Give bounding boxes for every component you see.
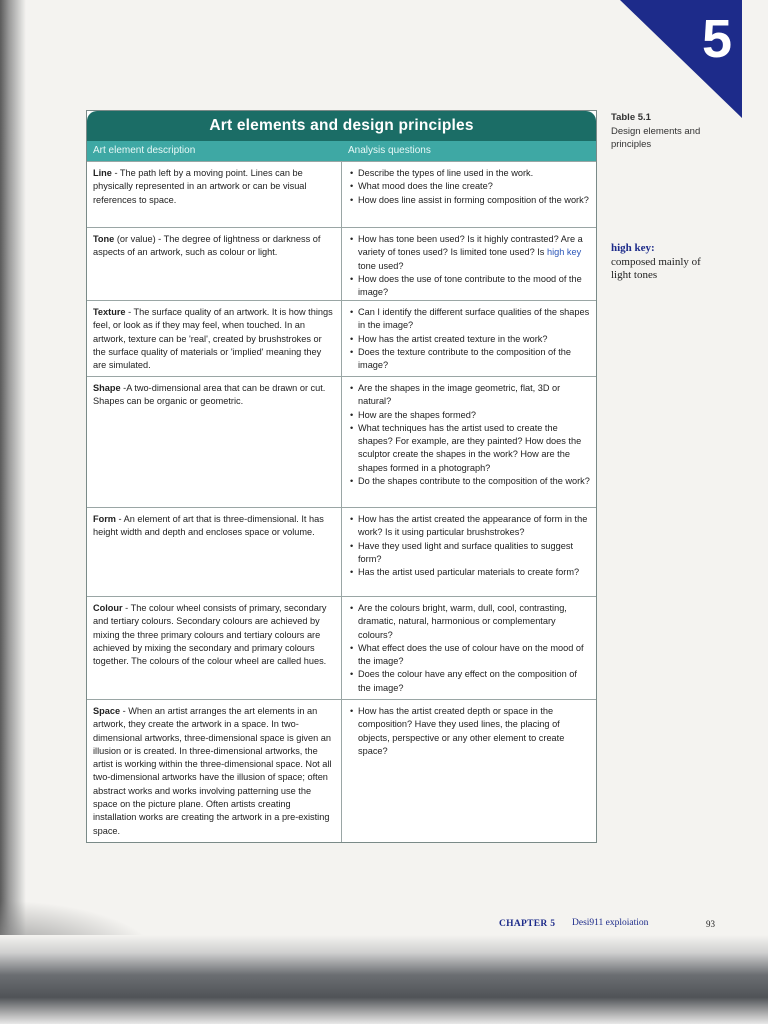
- element-term: Shape: [93, 383, 121, 393]
- question-item: • How are the shapes formed?: [348, 409, 590, 422]
- table-title: Art elements and design principles: [87, 111, 596, 141]
- question-text: tone used?: [358, 260, 404, 271]
- header-questions: Analysis questions: [348, 145, 431, 156]
- element-term: Tone: [93, 234, 115, 244]
- element-term: Line: [93, 168, 112, 178]
- element-text: - An element of art that is three-dimensional. It has height width and depth and encloses space or volume.: [93, 514, 324, 538]
- caption-label: Table 5.1: [611, 112, 651, 123]
- question-item: • Does the colour have any effect on the composition of the image?: [348, 668, 590, 695]
- question-item: • Has the artist used particular materials to create form?: [348, 566, 590, 579]
- question-item: • How does the use of tone contribute to the mood of the image?: [348, 273, 590, 300]
- footer-title: Desi911 exploiation: [572, 918, 649, 928]
- element-description: [87, 508, 342, 596]
- question-item: • How does line assist in forming composition of the work?: [348, 194, 590, 207]
- analysis-questions: [342, 377, 596, 507]
- element-description: [87, 597, 342, 699]
- footer-chapter: CHAPTER 5: [499, 919, 556, 929]
- element-description: [87, 162, 342, 227]
- element-description: [87, 377, 342, 507]
- page-number: 93: [706, 919, 715, 929]
- analysis-questions: [342, 228, 596, 300]
- question-item: • Can I identify the different surface qualities of the shapes in the image?: [348, 306, 590, 333]
- question-item: • Are the colours bright, warm, dull, cool, contrasting, dramatic, natural, harmonious or complementary colours?: [348, 602, 590, 642]
- element-term: Form: [93, 514, 116, 524]
- question-item: • What effect does the use of colour have on the mood of the image?: [348, 642, 590, 669]
- question-item: • What techniques has the artist used to create the shapes? For example, are they painted? How does the sculptor create the shapes in the work? How are the shapes formed in a photograph?: [348, 422, 590, 475]
- glossary-note: [611, 242, 721, 283]
- table-row: [87, 376, 596, 507]
- question-item: • How has the artist created depth or space in the composition? Have they used lines, the placing of objects, perspective or any other element to create space?: [348, 705, 590, 758]
- table-row: [87, 227, 596, 300]
- element-text: (or value) - The degree of lightness or darkness of aspects of an artwork, such as colour or light.: [93, 234, 321, 258]
- header-description: Art element description: [93, 145, 196, 156]
- question-item: • Does the texture contribute to the composition of the image?: [348, 346, 590, 373]
- table-row: [87, 699, 596, 842]
- question-item: • Are the shapes in the image geometric, flat, 3D or natural?: [348, 382, 590, 409]
- question-item: • Have they used light and surface qualities to suggest form?: [348, 540, 590, 567]
- table-caption: [611, 111, 706, 152]
- element-text: - When an artist arranges the art elements in an artwork, they create the artwork in a space. In two-dimensional artworks, three-dimensional space is given an illusion or is created. In three-dimensional artworks, the artist is working within the three-dimensional space. Not all two-dimensional artworks have the illusion of space; often abstract works and works involving patterning use the space on the picture plane. Often artists creating installation works are creating the artwork in a pre-existing space.: [93, 706, 332, 836]
- page-spine-shadow: [0, 0, 26, 1024]
- element-text: - The colour wheel consists of primary, secondary and tertiary colours. Secondary colours are achieved by mixing the three primary colours and tertiary colours are achieved by mixing the secondary and primary colours together. The colours of the colour wheel are called hues.: [93, 603, 327, 667]
- element-description: [87, 301, 342, 376]
- analysis-questions: [342, 301, 596, 376]
- table-header-row: [87, 141, 596, 161]
- caption-text: Design elements and principles: [611, 125, 701, 150]
- question-item: [348, 233, 590, 273]
- analysis-questions: [342, 508, 596, 596]
- element-term: Texture: [93, 307, 126, 317]
- question-item: • Do the shapes contribute to the composition of the work?: [348, 475, 590, 488]
- chapter-number: 5: [701, 9, 733, 69]
- analysis-questions: [342, 162, 596, 227]
- glossary-link[interactable]: high key: [546, 247, 582, 258]
- question-text: How has tone been used? Is it highly contrasted? Are a variety of tones used? Is limited tone used? Is: [358, 234, 583, 258]
- table-row: [87, 300, 596, 376]
- table-row: [87, 507, 596, 596]
- analysis-questions: [342, 700, 596, 842]
- element-text: - The surface quality of an artwork. It is how things feel, or look as if they may feel, when touched. In an artwork, texture can be 'real', created by brushstrokes or the surface quality of materials or 'implied' meaning they are simulated.: [93, 307, 333, 371]
- glossary-term: high key:: [611, 242, 655, 254]
- question-item: • How has the artist created the appearance of form in the work? Is it using particular brushstrokes?: [348, 513, 590, 540]
- element-description: [87, 700, 342, 842]
- element-term: Space: [93, 706, 121, 716]
- element-text: -A two-dimensional area that can be drawn or cut. Shapes can be organic or geometric.: [93, 383, 326, 407]
- page-bottom-shadow: [0, 935, 768, 1024]
- question-item: • How has the artist created texture in the work?: [348, 333, 590, 346]
- element-text: - The path left by a moving point. Lines can be physically represented in an artwork or can be visual references to space.: [93, 168, 307, 205]
- glossary-definition: composed mainly of light tones: [611, 255, 701, 281]
- table-row: [87, 596, 596, 699]
- analysis-questions: [342, 597, 596, 699]
- table-row: [87, 161, 596, 227]
- question-item: • What mood does the line create?: [348, 180, 590, 193]
- element-description: [87, 228, 342, 300]
- element-term: Colour: [93, 603, 123, 613]
- question-item: • Describe the types of line used in the work.: [348, 167, 590, 180]
- art-elements-table: [86, 110, 597, 843]
